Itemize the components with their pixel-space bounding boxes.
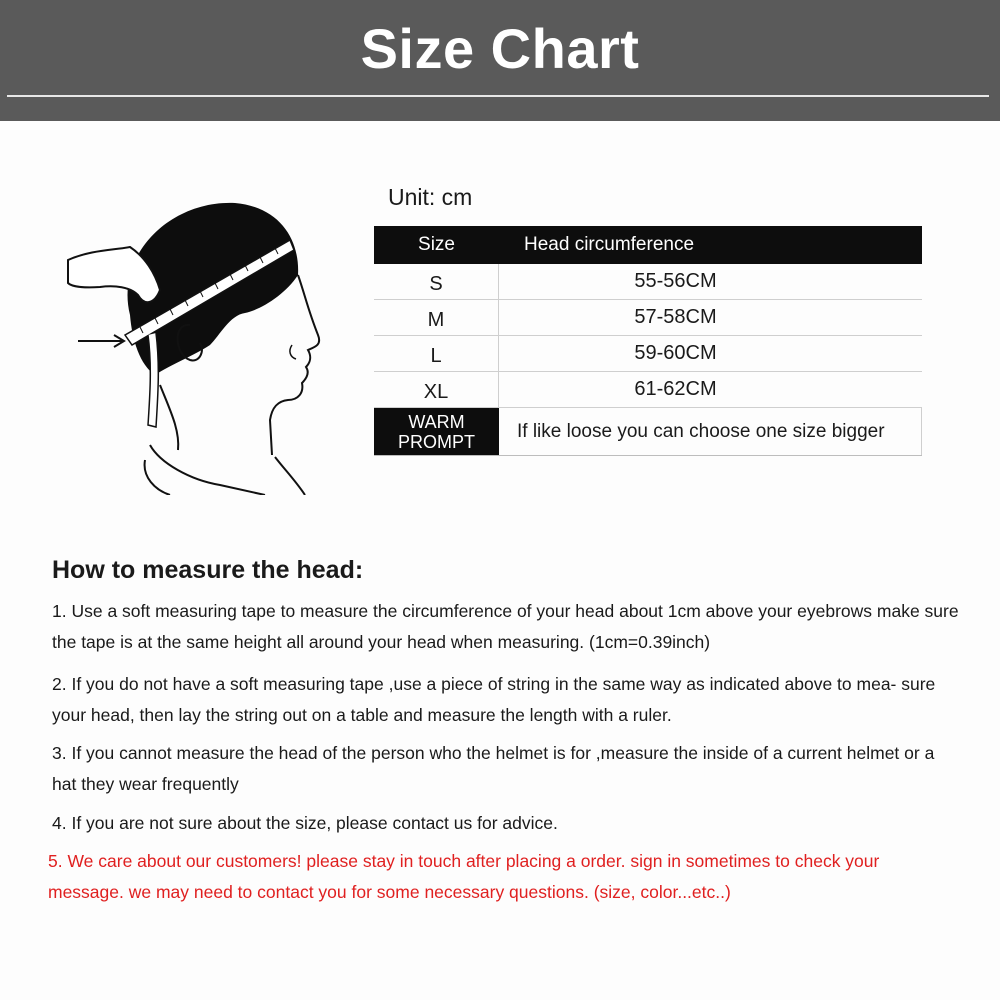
page-title: Size Chart (360, 17, 640, 80)
instruction-step-3: 3. If you cannot measure the head of the person who the helmet is for ,measure the inside of a current helmet or a hat they wear frequently (52, 743, 935, 794)
header-divider (7, 95, 989, 97)
collar-outline (145, 445, 305, 495)
warm-prompt-label-line1: WARM (408, 411, 465, 432)
size-cell: XL (374, 372, 499, 407)
instructions-title: How to measure the head: (52, 556, 364, 584)
warm-prompt-row (374, 408, 922, 456)
table-row (374, 372, 922, 408)
instruction-step-5-highlight: 5. We care about our customers! please stay in touch after placing a order. sign in sometimes to check your message. we may need to contact you for some necessary questions. (size, color...etc..) (48, 851, 880, 902)
table-row (374, 300, 922, 336)
circumference-cell: 59-60CM (634, 342, 717, 364)
table-header (374, 226, 922, 264)
circumference-cell: 61-62CM (634, 378, 717, 400)
table-row (374, 336, 922, 372)
size-cell: M (374, 300, 499, 335)
tape-hanging-end (148, 333, 158, 427)
size-column-header: Size (418, 234, 455, 255)
header-banner (0, 0, 1000, 121)
size-cell: L (374, 336, 499, 371)
warm-prompt-label (374, 408, 499, 455)
size-table (374, 226, 922, 456)
unit-label: Unit: cm (388, 184, 473, 210)
circumference-cell: 55-56CM (634, 270, 717, 292)
warm-prompt-text: If like loose you can choose one size bigger (499, 408, 922, 455)
table-row (374, 264, 922, 300)
circumference-cell: 57-58CM (634, 306, 717, 328)
instruction-step-4: 4. If you are not sure about the size, please contact us for advice. (52, 813, 558, 833)
instruction-step-1: 1. Use a soft measuring tape to measure the circumference of your head about 1cm above your eyebrows make sure the tape is at the same height all around your head when measuring. (1cm=0.39inch) (52, 601, 959, 652)
warm-prompt-label-line2: PROMPT (397, 431, 475, 452)
head-measurement-illustration (60, 195, 335, 495)
instruction-step-2: 2. If you do not have a soft measuring tape ,use a piece of string in the same way as indicated above to mea- sure your head, then lay the string out on a table and measure the length with a ruler. (52, 674, 936, 725)
size-cell: S (374, 264, 499, 299)
neck-outline (160, 385, 178, 450)
circumference-column-header: Head circumference (524, 234, 695, 255)
face-outline (270, 275, 319, 455)
